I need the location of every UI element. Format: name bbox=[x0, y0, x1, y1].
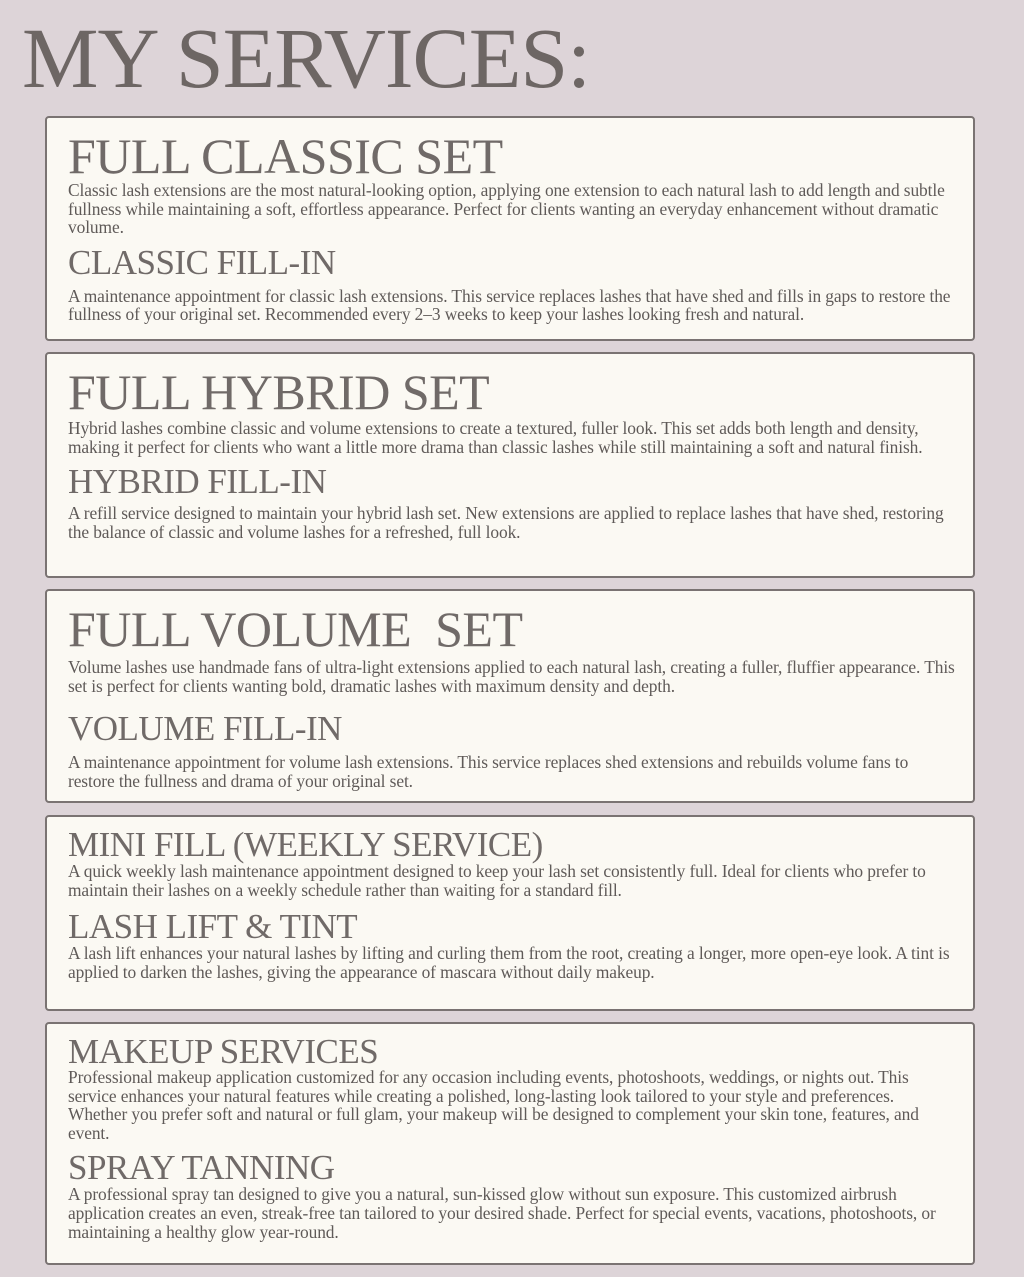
service-title: HYBRID FILL-IN bbox=[68, 462, 327, 502]
service-card-mini-fill-lash-lift bbox=[45, 815, 975, 1011]
service-description: A maintenance appointment for volume lash extensions. This service replaces shed extensions and rebuilds volume fans to restore the fullness and drama of your original set. bbox=[68, 752, 909, 791]
service-description: A quick weekly lash maintenance appointment designed to keep your lash set consistently full. Ideal for clients who prefer to maintain their lashes on a weekly schedule rather than waiting for a standard fill. bbox=[68, 861, 926, 900]
service-title: MINI FILL (WEEKLY SERVICE) bbox=[68, 825, 543, 864]
service-description: A lash lift enhances your natural lashes by lifting and curling them from the root, creating a longer, more open-eye look. A tint is applied to darken the lashes, giving the appearance of mascara without daily makeup. bbox=[68, 943, 950, 982]
service-title: FULL HYBRID SET bbox=[68, 364, 490, 420]
service-title: LASH LIFT & TINT bbox=[68, 907, 358, 947]
service-description: Classic lash extensions are the most natural-looking option, applying one extension to each natural lash to add length and subtle fullness while maintaining a soft, effortless appearance. Perfect for clients wanting an everyday enhancement without dramatic volume. bbox=[68, 180, 945, 238]
service-description: A refill service designed to maintain your hybrid lash set. New extensions are applied to replace lashes that have shed, restoring the balance of classic and volume lashes for a refreshed, full look. bbox=[68, 503, 944, 542]
service-title: SPRAY TANNING bbox=[68, 1148, 335, 1188]
service-card-makeup-spray-tan bbox=[45, 1022, 975, 1265]
page-title: MY SERVICES: bbox=[22, 10, 591, 106]
service-description: A professional spray tan designed to give you a natural, sun-kissed glow without sun exposure. This customized airbrush application creates an even, streak-free tan tailored to your desired shade. Perfect for special events, vacations, photoshoots, or maintaining a healthy glow year-round. bbox=[68, 1184, 936, 1242]
service-description: Volume lashes use handmade fans of ultra-light extensions applied to each natural lash, creating a fuller, fluffier appearance. This set is perfect for clients wanting bold, dramatic lashes with maximum density and depth. bbox=[68, 657, 955, 696]
service-card-volume bbox=[45, 589, 975, 803]
service-title: CLASSIC FILL-IN bbox=[68, 242, 336, 282]
service-card-classic bbox=[45, 116, 975, 341]
service-card-hybrid bbox=[45, 352, 975, 578]
service-title: VOLUME FILL-IN bbox=[68, 709, 342, 749]
service-description: A maintenance appointment for classic lash extensions. This service replaces lashes that have shed and fills in gaps to restore the fullness of your original set. Recommended every 2–3 weeks to keep your lashes looking fresh and natural. bbox=[68, 285, 951, 325]
service-title: FULL VOLUME SET bbox=[68, 601, 523, 657]
service-description: Hybrid lashes combine classic and volume extensions to create a textured, fuller look. This set adds both length and density, making it perfect for clients who want a little more drama than classic lashes while still maintaining a soft and natural finish. bbox=[68, 418, 923, 457]
service-title: MAKEUP SERVICES bbox=[68, 1032, 379, 1071]
service-title: FULL CLASSIC SET bbox=[68, 128, 503, 184]
service-description: Professional makeup application customized for any occasion including events, photoshoots, weddings, or nights out. This service enhances your natural features while creating a polished, long-lasting look tailored to your style and preferences. Whether you prefer soft and natural or full glam, your makeup will be designed to complement your skin tone, features, and event. bbox=[68, 1067, 919, 1143]
